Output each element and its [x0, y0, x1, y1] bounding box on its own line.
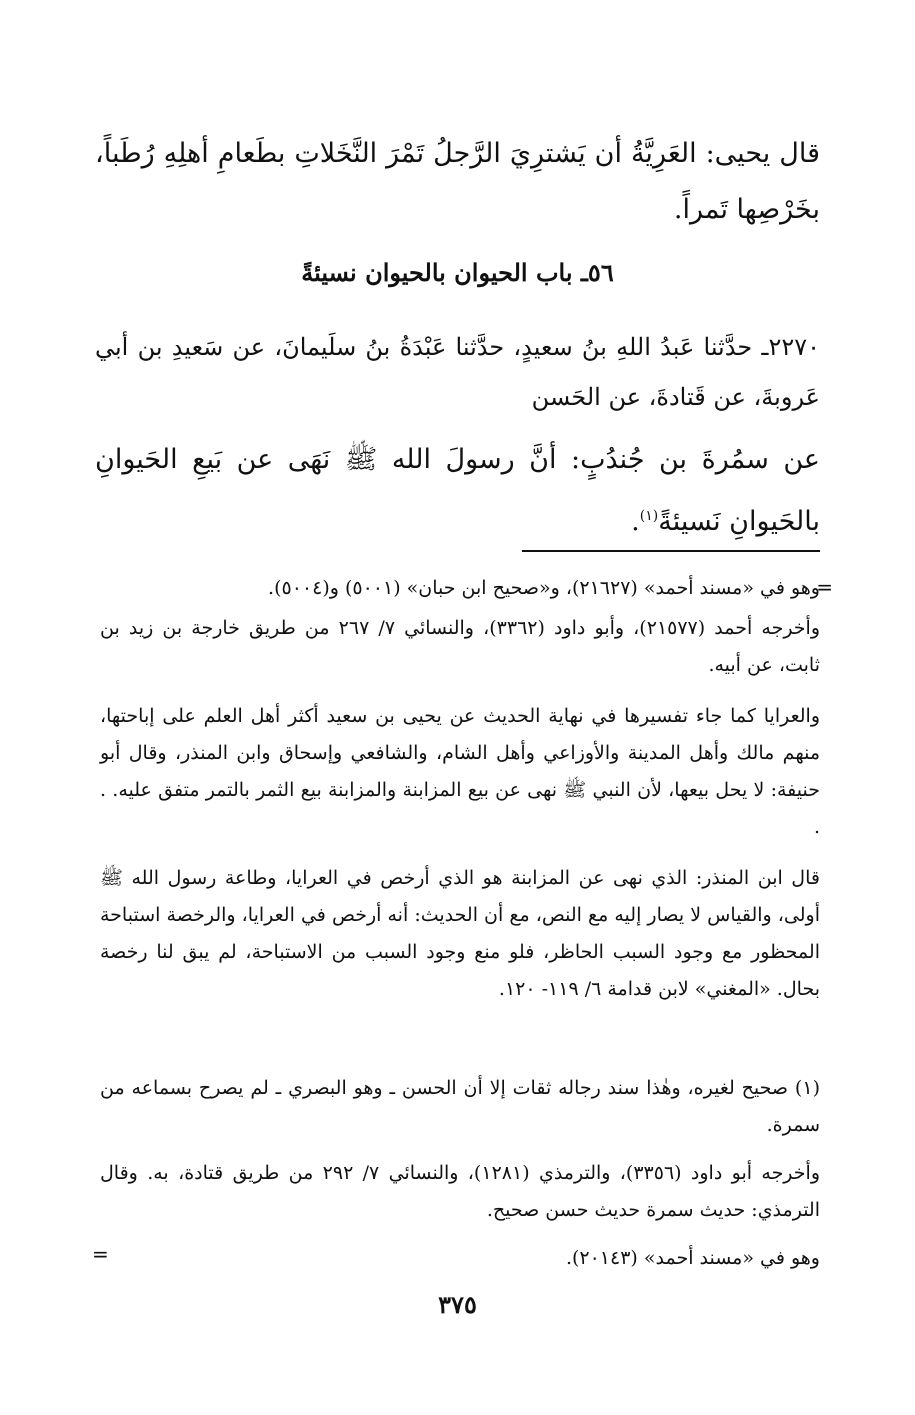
- footnote-paragraph: وهو في «مسند أحمد» (٢٠١٤٣).: [565, 1247, 820, 1269]
- footnote-paragraph: وأخرجه أبو داود (٣٣٥٦)، والترمذي (١٢٨١)، والنسائي ٧/ ٢٩٢ من طريق قتادة، به. وقال الترمذي: حديث سمرة حديث حسن صحيح.: [100, 1162, 820, 1221]
- footnote-paragraph: وهو في «مسند أحمد» (٢١٦٢٧)، و«صحيح ابن حبان» (٥٠٠١) و(٥٠٠٤).: [268, 577, 820, 599]
- hadith-isnad-text: ٢٢٧٠ـ حدَّثنا عَبدُ اللهِ بنُ سعيدٍ، حدَّثنا عَبْدَةُ بنُ سلَيمانَ، عن سَعيدِ بن أبي عَروبةَ، عن قَتادةَ، عن الحَسن: [95, 333, 820, 411]
- footnote-reference[interactable]: (١): [639, 508, 659, 524]
- footnote-divider: [522, 550, 820, 552]
- hadith-isnad-paragraph: [95, 322, 820, 422]
- hadith-end-period: .: [631, 506, 640, 537]
- page-number: ٣٧٥: [438, 1290, 477, 1319]
- yahya-definition-text: قال يحيى: العَرِيَّةُ أن يَشترِيَ الرَّجلُ تَمْرَ النَّخَلاتِ بطَعامِ أهلِهِ رُطَباً، بخَرْصِها تَمراً.: [95, 138, 820, 225]
- continuation-mark-top: =: [816, 575, 833, 599]
- footnote-paragraph: والعرايا كما جاء تفسيرها في نهاية الحديث عن يحيى بن سعيد أكثر أهل العلم على إباحتها، منهم مالك وأهل المدينة والأوزاعي وأهل الشام، والشافعي وإسحاق وابن المنذر، وقال أبو حنيفة: لا يحل بيعها، لأن النبي ﷺ نهى عن بيع المزابنة والمزابنة بيع الثمر بالتمر متفق عليه. . .: [100, 705, 820, 838]
- yahya-definition-paragraph: [95, 126, 820, 238]
- chapter-heading: ٥٦ـ باب الحيوان بالحيوان نسيئةً: [301, 258, 614, 287]
- hadith-matn-text: عن سمُرةَ بن جُندُبٍ: أنَّ رسولَ الله ﷺ نَهَى عن بَيعِ الحَيوانِ بالحَيوانِ نَسيئةً: [95, 444, 820, 537]
- footnote-paragraph: وأخرجه أحمد (٢١٥٧٧)، وأبو داود (٣٣٦٢)، والنسائي ٧/ ٢٦٧ من طريق خارجة بن زيد بن ثابت، عن أبيه.: [100, 617, 821, 676]
- footnote-paragraph: (١) صحيح لغيره، وهٰذا سند رجاله ثقات إلا أن الحسن ـ وهو البصري ـ لم يصرح بسماعه من سمرة.: [100, 1077, 820, 1136]
- footnote-paragraph: قال ابن المنذر: الذي نهى عن المزابنة هو الذي أرخص في العرايا، وطاعة رسول الله ﷺ أولى، والقياس لا يصار إليه مع النص، مع أن الحديث: أنه أرخص في العرايا، والرخصة استباحة المحظور مع وجود السبب الحاظر، فلو منع وجود السبب من الاستباحة، لم يبق لنا رخصة بحال. «المغني» لابن قدامة ٦/ ١١٩- ١٢٠.: [100, 867, 820, 1000]
- continuation-mark-bottom: =: [92, 1242, 109, 1266]
- hadith-matn-paragraph: [95, 432, 820, 550]
